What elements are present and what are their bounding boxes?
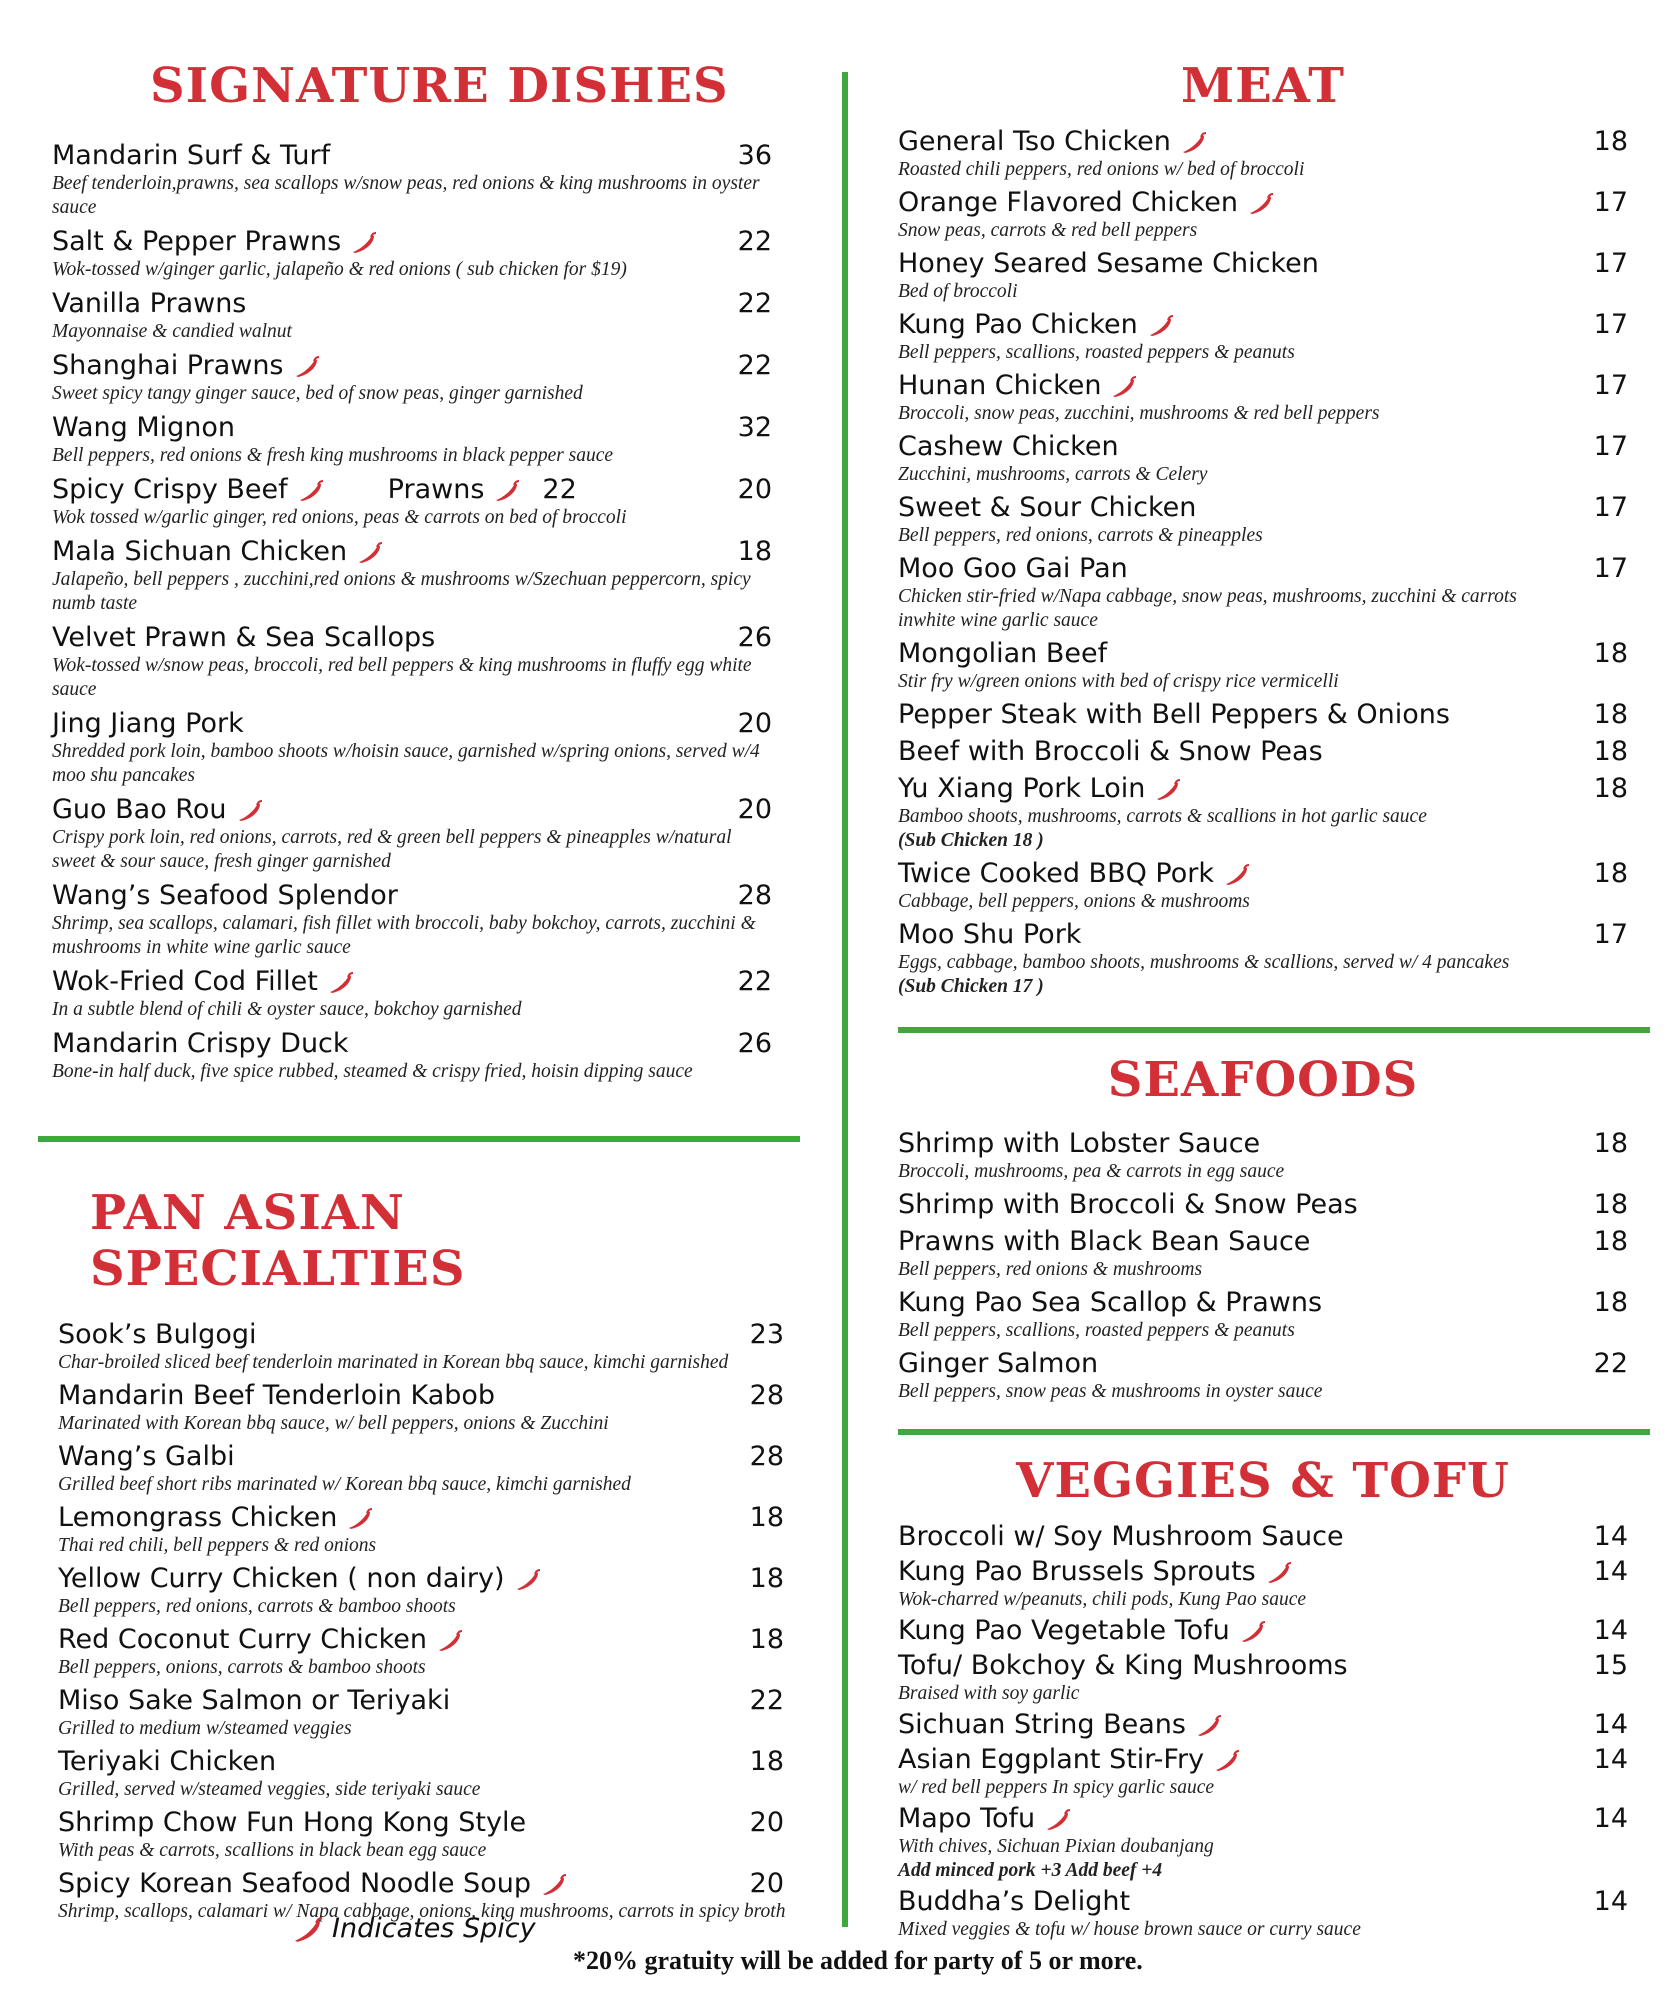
item-description: Thai red chili, bell peppers & red onions	[58, 1535, 377, 1556]
item-name: Sook’s Bulgogi	[58, 1319, 257, 1350]
divider-right-1	[898, 1027, 1650, 1033]
menu-item	[58, 1624, 794, 1680]
chili-pepper-icon	[1240, 1621, 1266, 1643]
item-name-row	[898, 431, 1628, 463]
chili-pepper-icon	[298, 480, 324, 502]
item-name-row	[898, 187, 1628, 219]
item-description: Mayonnaise & candied walnut	[52, 321, 292, 342]
item-name: Kung Pao Chicken	[898, 309, 1138, 340]
item-price: 17	[1593, 553, 1628, 584]
item-price: 22	[737, 350, 772, 381]
chili-pepper-icon	[1111, 376, 1137, 398]
item-description: Crispy pork loin, red onions, carrots, red & green bell peppers & pineapples w/natural sweet & sour sauce, fresh ginger garnished	[52, 827, 732, 872]
item-name-row	[58, 1685, 794, 1717]
menu-item	[898, 1521, 1628, 1553]
menu-item	[898, 858, 1628, 914]
item-name: Teriyaki Chicken	[58, 1746, 277, 1777]
item-name-row	[52, 288, 792, 320]
item-description: Snow peas, carrots & red bell peppers	[898, 220, 1198, 241]
item-name: Sichuan String Beans	[898, 1709, 1186, 1740]
item-price: 18	[1593, 126, 1628, 157]
menu-item	[52, 708, 792, 788]
menu-item	[898, 553, 1628, 633]
right-column	[898, 58, 1628, 1004]
item-price: 14	[1593, 1556, 1628, 1587]
menu-item	[898, 699, 1628, 731]
item-description: Shredded pork loin, bamboo shoots w/hoisin sauce, garnished w/spring onions, served w/4 moo shu pancakes	[52, 741, 760, 786]
item-name: Broccoli w/ Soy Mushroom Sauce	[898, 1521, 1344, 1552]
item-description: Bell peppers, red onions & fresh king mushrooms in black pepper sauce	[52, 445, 614, 466]
item-name: Red Coconut Curry Chicken	[58, 1624, 427, 1655]
item-price: 18	[1593, 858, 1628, 889]
item-description: Jalapeño, bell peppers , zucchini,red onions & mushrooms w/Szechuan peppercorn, spicy numb taste	[52, 569, 751, 614]
item-description: Cabbage, bell peppers, onions & mushrooms	[898, 891, 1250, 912]
item-description: Bell peppers, scallions, roasted peppers & peanuts	[898, 342, 1295, 363]
chili-pepper-icon	[328, 972, 354, 994]
seafoods-list	[898, 1128, 1628, 1404]
item-description: Eggs, cabbage, bamboo shoots, mushrooms & scallions, served w/ 4 pancakes	[898, 952, 1510, 973]
item-name: Yellow Curry Chicken ( non dairy)	[58, 1563, 505, 1594]
item-description: Bell peppers, scallions, roasted peppers & peanuts	[898, 1320, 1295, 1341]
item-price: 28	[749, 1441, 784, 1472]
menu-item	[898, 126, 1628, 182]
item-name: Shrimp with Lobster Sauce	[898, 1128, 1261, 1159]
chili-pepper-icon	[347, 1508, 373, 1530]
item-name-row	[898, 1189, 1628, 1221]
chili-pepper-icon	[1266, 1562, 1292, 1584]
chili-pepper-icon	[515, 1569, 541, 1591]
item-name: Spicy Crispy Beef	[52, 474, 288, 505]
item-name: Vanilla Prawns	[52, 288, 247, 319]
menu-item	[52, 412, 792, 468]
menu-item	[898, 1226, 1628, 1282]
item-name-row	[898, 248, 1628, 280]
menu-item	[58, 1441, 794, 1497]
item-price: 22	[737, 288, 772, 319]
chili-pepper-icon	[357, 542, 383, 564]
menu-item	[52, 794, 792, 874]
item-name: Honey Seared Sesame Chicken	[898, 248, 1319, 279]
item-name: Moo Shu Pork	[898, 919, 1082, 950]
item-name-row	[898, 699, 1628, 731]
item-name-row	[898, 1128, 1628, 1160]
item-price: 14	[1593, 1803, 1628, 1834]
item-name: Tofu/ Bokchoy & King Mushrooms	[898, 1650, 1348, 1681]
section-title-signature: SIGNATURE DISHES	[150, 58, 729, 114]
item-description: Broccoli, snow peas, zucchini, mushrooms & red bell peppers	[898, 403, 1380, 424]
menu-item	[52, 350, 792, 406]
item-name-row	[898, 1521, 1628, 1553]
item-name: Shrimp Chow Fun Hong Kong Style	[58, 1807, 527, 1838]
item-name-row	[898, 1744, 1628, 1776]
item-name-row	[52, 350, 792, 382]
item-price: 20	[737, 708, 772, 739]
item-name-row	[52, 412, 792, 444]
item-price: 23	[749, 1319, 784, 1350]
item-price: 22	[737, 226, 772, 257]
item-description: Marinated with Korean bbq sauce, w/ bell peppers, onions & Zucchini	[58, 1413, 609, 1434]
menu-item	[58, 1685, 794, 1741]
menu-item	[58, 1746, 794, 1802]
chili-pepper-icon	[1045, 1809, 1071, 1831]
item-name-row	[58, 1868, 794, 1900]
item-name: Kung Pao Vegetable Tofu	[898, 1615, 1230, 1646]
item-price: 20	[737, 794, 772, 825]
chili-pepper-icon	[294, 356, 320, 378]
item-name: Moo Goo Gai Pan	[898, 553, 1128, 584]
chili-pepper-icon	[1224, 864, 1250, 886]
section-title-meat: MEAT	[1180, 58, 1346, 114]
item-price: 22	[1593, 1348, 1628, 1379]
item-name: Mala Sichuan Chicken	[52, 536, 348, 567]
left-column-lower	[58, 1185, 794, 1929]
menu-item	[898, 1128, 1628, 1184]
item-price: 15	[1593, 1650, 1628, 1681]
item-description: Wok-tossed w/ginger garlic, jalapeño & red onions ( sub chicken for $19)	[52, 259, 627, 280]
item-name-row	[898, 1709, 1628, 1741]
item-description: Bamboo shoots, mushrooms, carrots & scallions in hot garlic sauce	[898, 806, 1427, 827]
menu-item	[898, 1709, 1628, 1741]
item-name: Sweet & Sour Chicken	[898, 492, 1197, 523]
divider-left	[38, 1136, 800, 1142]
item-name-row	[58, 1624, 794, 1656]
item-name-row	[898, 1556, 1628, 1588]
item-description: Bell peppers, red onions & mushrooms	[898, 1259, 1203, 1280]
menu-item	[898, 1287, 1628, 1343]
item-price: 18	[1593, 736, 1628, 767]
item-price: 14	[1593, 1709, 1628, 1740]
item-name-row	[898, 370, 1628, 402]
item-name: Salt & Pepper Prawns	[52, 226, 342, 257]
item-description: Chicken stir-fried w/Napa cabbage, snow peas, mushrooms, zucchini & carrots inwhite wine garlic sauce	[898, 586, 1517, 631]
menu-item	[898, 309, 1628, 365]
chili-pepper-icon	[541, 1874, 567, 1896]
item-price: 17	[1593, 919, 1628, 950]
item-note: (Sub Chicken 18 )	[898, 830, 1044, 851]
item-name: Kung Pao Sea Scallop & Prawns	[898, 1287, 1323, 1318]
item-extra: Prawns	[387, 474, 485, 505]
item-description: Grilled, served w/steamed veggies, side teriyaki sauce	[58, 1779, 481, 1800]
item-name-row	[898, 736, 1628, 768]
item-name: Mapo Tofu	[898, 1803, 1036, 1834]
item-name: Spicy Korean Seafood Noodle Soup	[58, 1868, 531, 1899]
item-description: Bone-in half duck, five spice rubbed, steamed & crispy fried, hoisin dipping sauce	[52, 1061, 693, 1082]
item-name: Guo Bao Rou	[52, 794, 227, 825]
item-price: 17	[1593, 492, 1628, 523]
menu-item	[58, 1319, 794, 1375]
menu-item	[52, 880, 792, 960]
item-description: With peas & carrots, scallions in black bean egg sauce	[58, 1840, 487, 1861]
item-name-row	[898, 858, 1628, 890]
item-name-row	[898, 1287, 1628, 1319]
item-description: Shrimp, scallops, calamari w/ Napa cabbage, onions, king mushrooms, carrots in spicy broth	[58, 1901, 786, 1922]
item-description: Mixed veggies & tofu w/ house brown sauce or curry sauce	[898, 1919, 1361, 1940]
item-description: Bell peppers, red onions, carrots & pineapples	[898, 525, 1263, 546]
item-name: Buddha’s Delight	[898, 1886, 1131, 1917]
menu-item	[898, 773, 1628, 853]
item-name-row	[58, 1319, 794, 1351]
item-name: Yu Xiang Pork Loin	[898, 773, 1146, 804]
item-name: Mandarin Surf & Turf	[52, 140, 331, 171]
item-name: Wang’s Seafood Splendor	[52, 880, 398, 911]
item-price: 18	[1593, 1189, 1628, 1220]
chili-pepper-icon	[1214, 1750, 1240, 1772]
item-description: Beef tenderloin,prawns, sea scallops w/snow peas, red onions & king mushrooms in oyster sauce	[52, 173, 760, 218]
meat-list	[898, 126, 1628, 999]
chili-pepper-icon	[1148, 315, 1174, 337]
menu-item	[52, 474, 792, 530]
item-description: Grilled to medium w/steamed veggies	[58, 1718, 352, 1739]
menu-item	[898, 1650, 1628, 1706]
item-name-row	[52, 708, 792, 740]
item-description: Sweet spicy tangy ginger sauce, bed of snow peas, ginger garnished	[52, 383, 583, 404]
menu-item	[52, 966, 792, 1022]
item-price: 17	[1593, 370, 1628, 401]
menu-item	[58, 1807, 794, 1863]
menu-item	[898, 1189, 1628, 1221]
menu-item	[898, 370, 1628, 426]
item-name-row	[898, 1650, 1628, 1682]
item-name: Orange Flavored Chicken	[898, 187, 1238, 218]
menu-item	[898, 1348, 1628, 1404]
item-description: Bed of broccoli	[898, 281, 1018, 302]
item-price: 18	[749, 1563, 784, 1594]
item-name-row	[52, 140, 792, 172]
item-name: Shrimp with Broccoli & Snow Peas	[898, 1189, 1358, 1220]
item-name-row	[52, 474, 792, 506]
menu-item	[58, 1502, 794, 1558]
item-description: In a subtle blend of chili & oyster sauce, bokchoy garnished	[52, 999, 522, 1020]
menu-item	[898, 1803, 1628, 1883]
item-name-row	[58, 1807, 794, 1839]
seafood-column	[898, 1052, 1628, 1409]
item-price: 18	[1593, 638, 1628, 669]
item-name-row	[58, 1502, 794, 1534]
menu-item	[898, 638, 1628, 694]
item-name-row	[58, 1380, 794, 1412]
veggies-list	[898, 1521, 1628, 1942]
item-price: 20	[749, 1807, 784, 1838]
item-price: 18	[749, 1624, 784, 1655]
left-column	[52, 58, 792, 1090]
item-note: Add minced pork +3 Add beef +4	[898, 1860, 1163, 1881]
item-name-row	[898, 1803, 1628, 1835]
item-name-row	[58, 1441, 794, 1473]
chili-pepper-icon	[290, 1917, 326, 1943]
item-price: 26	[737, 1028, 772, 1059]
item-name: Wok-Fried Cod Fillet	[52, 966, 318, 997]
item-name: Lemongrass Chicken	[58, 1502, 338, 1533]
item-name-row	[898, 1615, 1628, 1647]
item-name: Velvet Prawn & Sea Scallops	[52, 622, 436, 653]
item-name: Wang’s Galbi	[58, 1441, 235, 1472]
item-price: 14	[1593, 1521, 1628, 1552]
item-name-row	[52, 226, 792, 258]
gratuity-footnote: *20% gratuity will be added for party of 5 or more.	[573, 1946, 1143, 1975]
item-name: Jing Jiang Pork	[52, 708, 244, 739]
menu-item	[58, 1563, 794, 1619]
item-price: 28	[737, 880, 772, 911]
item-price: 20	[749, 1868, 784, 1899]
item-price: 18	[737, 536, 772, 567]
item-name-row	[898, 1226, 1628, 1258]
item-name: Kung Pao Brussels Sprouts	[898, 1556, 1256, 1587]
menu-item	[898, 248, 1628, 304]
item-price: 20	[737, 474, 772, 505]
item-price: 14	[1593, 1886, 1628, 1917]
menu-item	[52, 288, 792, 344]
item-name: Pepper Steak with Bell Peppers & Onions	[898, 699, 1450, 730]
item-price: 18	[1593, 1287, 1628, 1318]
item-name-row	[52, 536, 792, 568]
item-description: w/ red bell peppers In spicy garlic sauce	[898, 1777, 1215, 1798]
item-name: Prawns with Black Bean Sauce	[898, 1226, 1311, 1257]
item-description: Wok-charred w/peanuts, chili pods, Kung Pao sauce	[898, 1589, 1307, 1610]
item-price: 18	[1593, 773, 1628, 804]
item-name-row	[898, 1886, 1628, 1918]
chili-pepper-icon	[1248, 193, 1274, 215]
item-price: 14	[1593, 1615, 1628, 1646]
item-name: Mandarin Beef Tenderloin Kabob	[58, 1380, 496, 1411]
section-title-pan-asian: PAN ASIAN SPECIALTIES	[90, 1185, 466, 1297]
item-name-row	[52, 1028, 792, 1060]
item-name-row	[58, 1746, 794, 1778]
menu-item	[52, 1028, 792, 1084]
divider-vertical	[842, 72, 848, 1927]
item-name-row	[52, 880, 792, 912]
veggies-column	[898, 1453, 1628, 1945]
chili-pepper-icon	[1181, 132, 1207, 154]
item-description: Bell peppers, red onions, carrots & bamboo shoots	[58, 1596, 456, 1617]
chili-pepper-icon	[494, 480, 520, 502]
legend-text: Indicates Spicy	[332, 1913, 536, 1944]
item-name: Shanghai Prawns	[52, 350, 284, 381]
chili-pepper-icon	[237, 800, 263, 822]
item-name: Hunan Chicken	[898, 370, 1102, 401]
item-price: 22	[737, 966, 772, 997]
menu-item	[898, 1556, 1628, 1612]
item-price: 36	[737, 140, 772, 171]
item-price: 22	[749, 1685, 784, 1716]
item-price: 18	[1593, 1226, 1628, 1257]
signature-list	[52, 140, 792, 1084]
item-price: 17	[1593, 431, 1628, 462]
menu-item	[898, 492, 1628, 548]
item-name: Mandarin Crispy Duck	[52, 1028, 349, 1059]
menu-item	[898, 187, 1628, 243]
menu-item	[52, 140, 792, 220]
item-price: 28	[749, 1380, 784, 1411]
item-description: Wok-tossed w/snow peas, broccoli, red bell peppers & king mushrooms in fluffy egg white sauce	[52, 655, 752, 700]
item-description: Braised with soy garlic	[898, 1683, 1080, 1704]
item-description: Char-broiled sliced beef tenderloin marinated in Korean bbq sauce, kimchi garnished	[58, 1352, 729, 1373]
item-name: Miso Sake Salmon or Teriyaki	[58, 1685, 451, 1716]
item-description: Zucchini, mushrooms, carrots & Celery	[898, 464, 1208, 485]
item-description: Wok tossed w/garlic ginger, red onions, peas & carrots on bed of broccoli	[52, 507, 627, 528]
pan-asian-list	[58, 1319, 794, 1924]
menu-item	[52, 226, 792, 282]
menu-item	[52, 622, 792, 702]
item-name: Mongolian Beef	[898, 638, 1108, 669]
item-description: Broccoli, mushrooms, pea & carrots in egg sauce	[898, 1161, 1285, 1182]
menu-item	[898, 919, 1628, 999]
menu-item	[898, 1615, 1628, 1647]
divider-right-2	[898, 1429, 1650, 1435]
item-description: Shrimp, sea scallops, calamari, fish fillet with broccoli, baby bokchoy, carrots, zucchini & mushrooms in white wine garlic sauce	[52, 913, 756, 958]
chili-pepper-icon	[1155, 779, 1181, 801]
item-name: Asian Eggplant Stir-Fry	[898, 1744, 1205, 1775]
spicy-legend	[290, 1913, 536, 1944]
item-description: With chives, Sichuan Pixian doubanjang	[898, 1836, 1214, 1857]
item-description: Roasted chili peppers, red onions w/ bed of broccoli	[898, 159, 1305, 180]
item-description: Stir fry w/green onions with bed of crispy rice vermicelli	[898, 671, 1339, 692]
item-price: 32	[737, 412, 772, 443]
section-title-seafoods: SEAFOODS	[1107, 1052, 1419, 1108]
chili-pepper-icon	[437, 1630, 463, 1652]
menu-item	[898, 736, 1628, 768]
item-price: 17	[1593, 248, 1628, 279]
item-name-row	[898, 309, 1628, 341]
item-name-row	[898, 553, 1628, 585]
menu-item	[898, 1886, 1628, 1942]
item-name: Cashew Chicken	[898, 431, 1119, 462]
item-price: 17	[1593, 187, 1628, 218]
item-name: Beef with Broccoli & Snow Peas	[898, 736, 1323, 767]
item-name-row	[58, 1563, 794, 1595]
item-price: 18	[1593, 1128, 1628, 1159]
item-name: Twice Cooked BBQ Pork	[898, 858, 1214, 889]
item-name-row	[52, 966, 792, 998]
item-description: Grilled beef short ribs marinated w/ Korean bbq sauce, kimchi garnished	[58, 1474, 631, 1495]
item-name: Wang Mignon	[52, 412, 236, 443]
item-name-row	[898, 638, 1628, 670]
item-extra-price: 22	[542, 474, 577, 505]
item-name-row	[52, 794, 792, 826]
item-price: 18	[749, 1502, 784, 1533]
item-price: 26	[737, 622, 772, 653]
item-price: 17	[1593, 309, 1628, 340]
item-name: Ginger Salmon	[898, 1348, 1099, 1379]
item-price: 14	[1593, 1744, 1628, 1775]
item-name-row	[52, 622, 792, 654]
item-note: (Sub Chicken 17 )	[898, 976, 1044, 997]
item-price: 18	[1593, 699, 1628, 730]
chili-pepper-icon	[351, 232, 377, 254]
menu-item	[898, 431, 1628, 487]
item-name-row	[898, 492, 1628, 524]
item-name: General Tso Chicken	[898, 126, 1171, 157]
menu-item	[898, 1744, 1628, 1800]
item-name-row	[898, 919, 1628, 951]
chili-pepper-icon	[1196, 1715, 1222, 1737]
menu-item	[58, 1380, 794, 1436]
menu-item	[52, 536, 792, 616]
item-name-row	[898, 773, 1628, 805]
item-name-row	[898, 126, 1628, 158]
item-description: Bell peppers, snow peas & mushrooms in oyster sauce	[898, 1381, 1323, 1402]
item-description: Bell peppers, onions, carrots & bamboo shoots	[58, 1657, 426, 1678]
item-price: 18	[749, 1746, 784, 1777]
item-name-row	[898, 1348, 1628, 1380]
section-title-veggies: VEGGIES & TOFU	[1016, 1453, 1510, 1509]
